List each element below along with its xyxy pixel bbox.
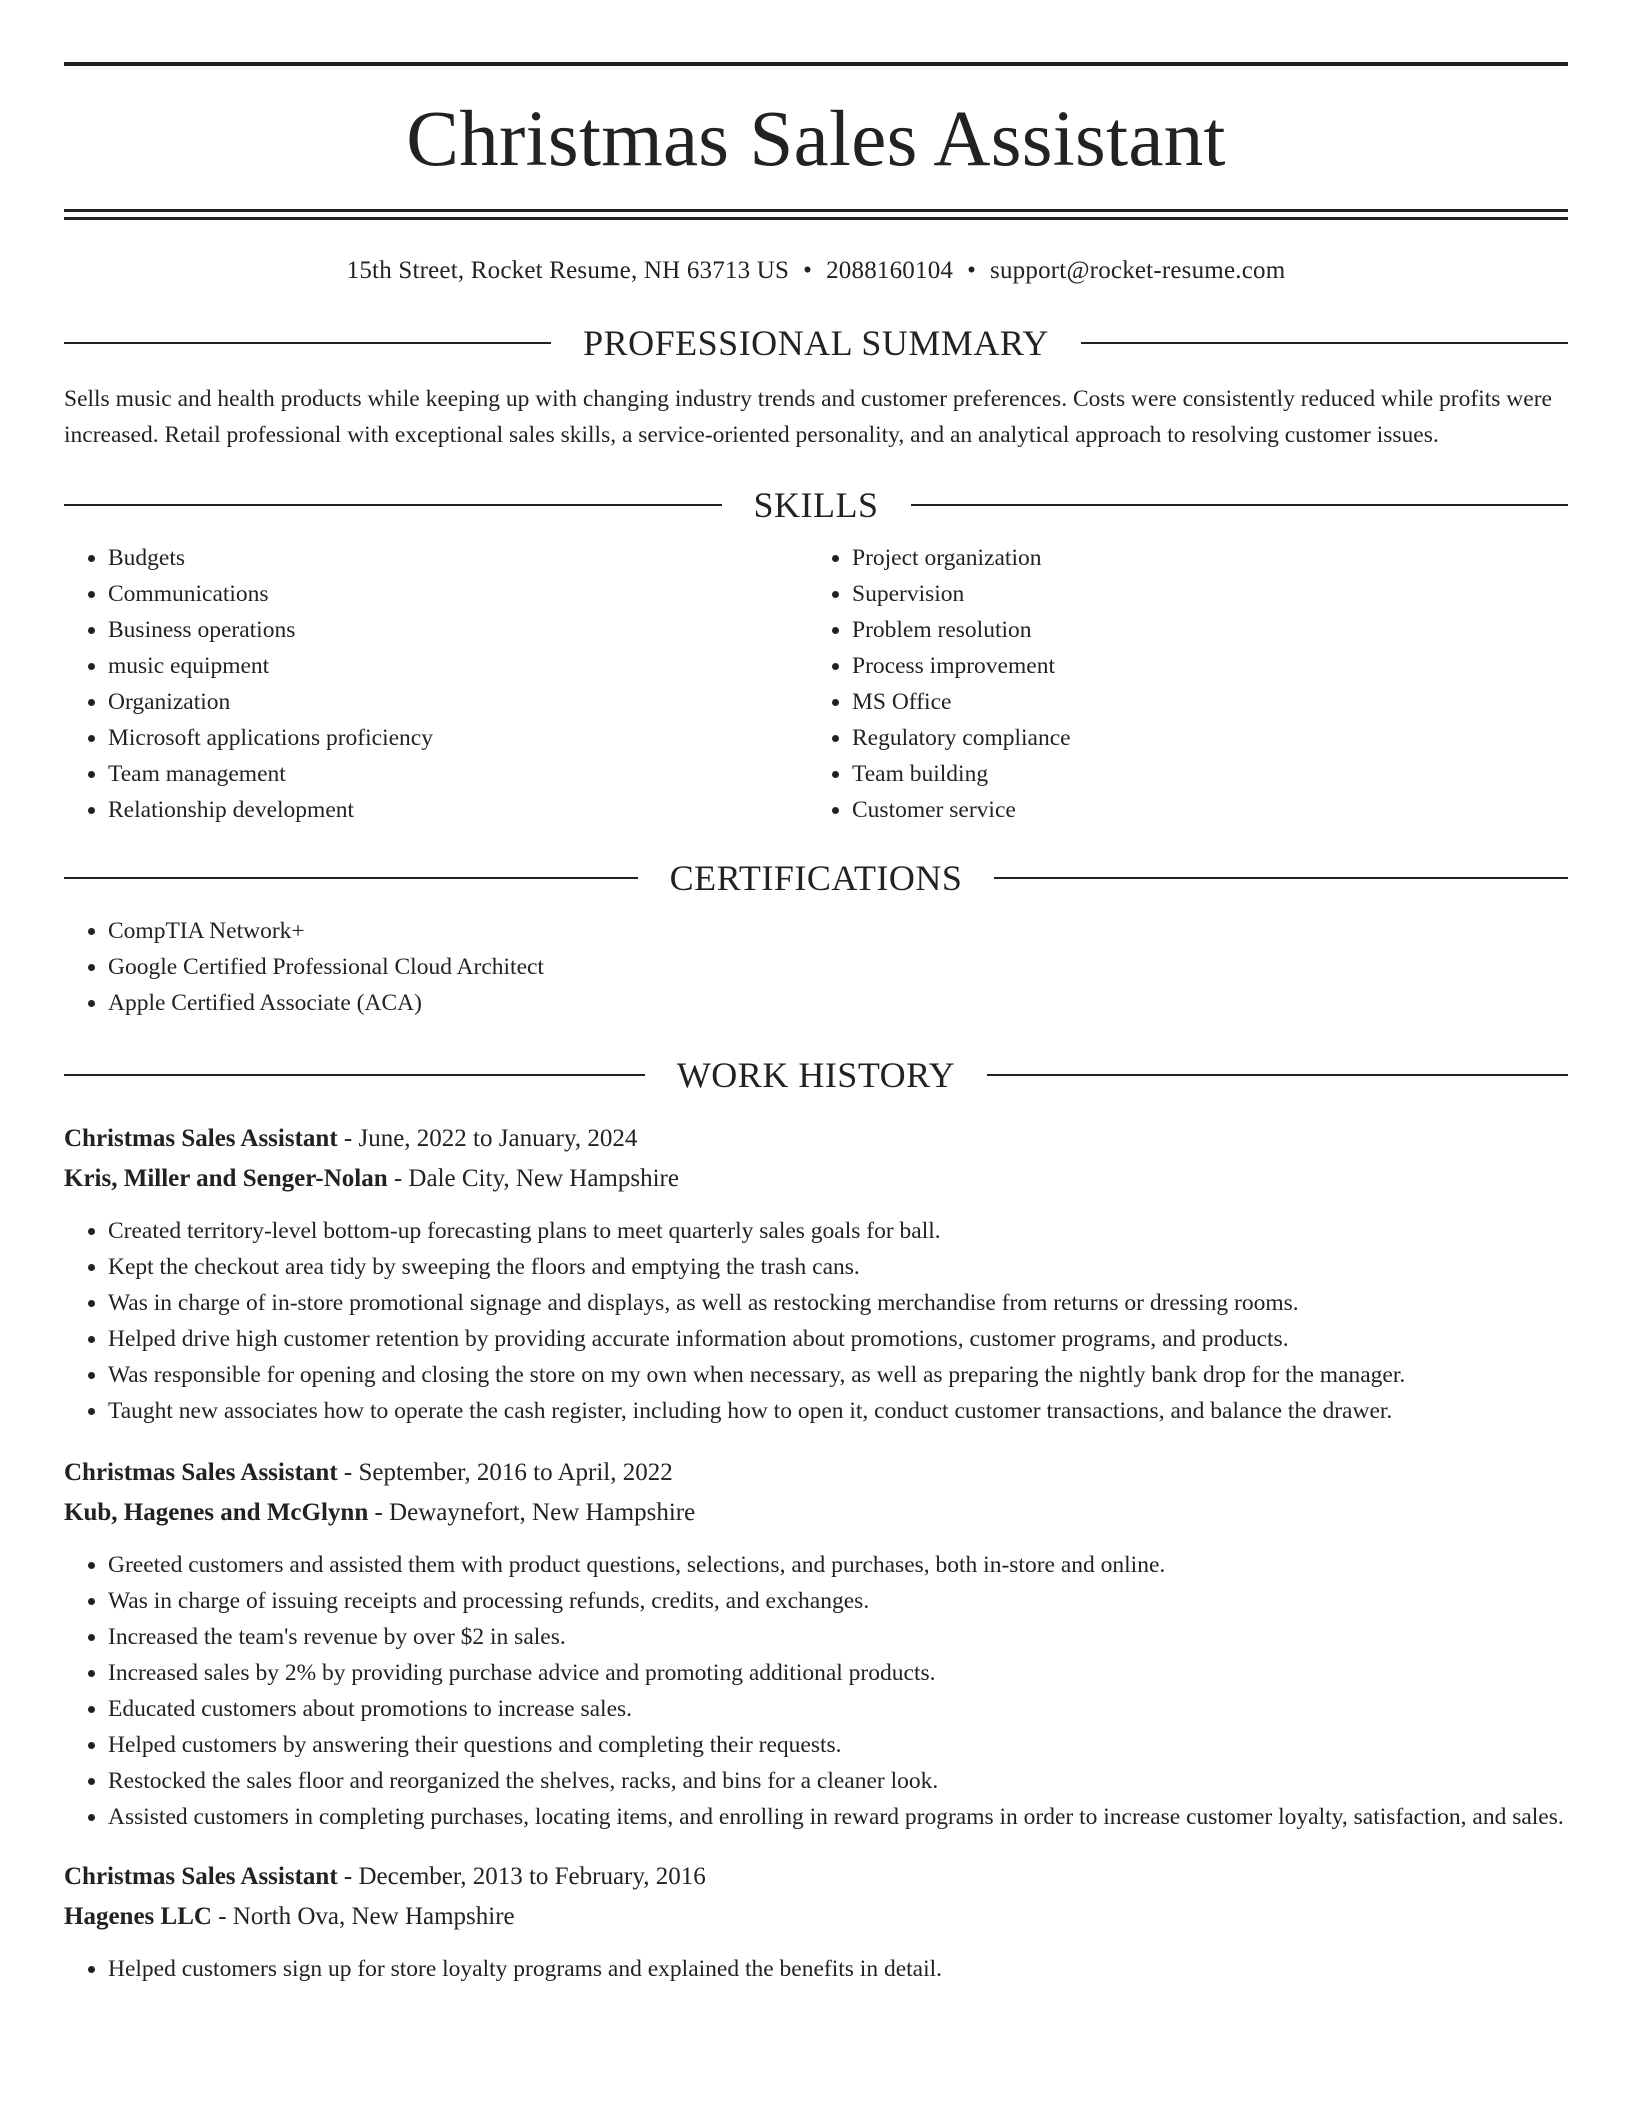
list-item: • Increased the team's revenue by over $2 in sales. <box>108 1619 1568 1655</box>
job-company: Hagenes LLC <box>64 1903 212 1930</box>
list-item: • Customer service <box>852 792 1568 828</box>
list-item: • Business operations <box>108 612 816 648</box>
divider-line <box>994 877 1568 879</box>
job-title: Christmas Sales Assistant <box>64 1125 338 1152</box>
list-item: • Budgets <box>108 540 816 576</box>
job-company-line <box>64 1493 1568 1533</box>
list-item: • Assisted customers in completing purchases, locating items, and enrolling in reward programs in order to increase customer loyalty, satisfaction, and sales. <box>108 1799 1568 1835</box>
list-item: • music equipment <box>108 648 816 684</box>
list-item: • Greeted customers and assisted them with product questions, selections, and purchases, both in-store and online. <box>108 1547 1568 1583</box>
contact-address: 15th Street, Rocket Resume, NH 63713 US <box>346 257 790 284</box>
job-title-line <box>64 1119 1568 1159</box>
section-title: PROFESSIONAL SUMMARY <box>583 323 1049 363</box>
job-dates: - September, 2016 to April, 2022 <box>337 1459 673 1486</box>
job-company: Kub, Hagenes and McGlynn <box>64 1499 369 1526</box>
section-header-certifications <box>64 860 1568 896</box>
contact-separator: • <box>803 257 813 284</box>
list-item: • Relationship development <box>108 792 816 828</box>
summary-text: Sells music and health products while keeping up with changing industry trends and customer preferences. Costs were consistently reduced while profits were increased. Retail professional with exceptional sales skills, a service-oriented personality, and an analytical approach to resolving customer issues. <box>64 386 1552 448</box>
title-double-rule <box>64 209 1568 220</box>
divider-line <box>64 504 722 506</box>
section-title: SKILLS <box>753 485 879 525</box>
skills-list-left <box>64 540 816 828</box>
job-dates: - December, 2013 to February, 2016 <box>337 1863 706 1890</box>
list-item: • Google Certified Professional Cloud Architect <box>108 949 1568 985</box>
divider-line <box>64 877 638 879</box>
divider-line <box>987 1074 1568 1076</box>
list-item: • Process improvement <box>852 648 1568 684</box>
list-item: • Microsoft applications proficiency <box>108 720 816 756</box>
skills-list-right <box>816 540 1568 828</box>
section-title: CERTIFICATIONS <box>669 858 963 898</box>
job-title: Christmas Sales Assistant <box>64 1863 338 1890</box>
work-history-list <box>64 1119 1568 1987</box>
job-company-line <box>64 1897 1568 1937</box>
list-item: • Problem resolution <box>852 612 1568 648</box>
list-item: • Restocked the sales floor and reorganized the shelves, racks, and bins for a cleaner look. <box>108 1763 1568 1799</box>
job-title-line <box>64 1857 1568 1897</box>
divider-line <box>1081 342 1568 344</box>
divider-line <box>64 342 551 344</box>
list-item: • Helped drive high customer retention by providing accurate information about promotions, customer programs, and products. <box>108 1321 1568 1357</box>
list-item: • Regulatory compliance <box>852 720 1568 756</box>
job-bullets <box>64 1547 1568 1835</box>
contact-line <box>64 257 1568 285</box>
job-entry <box>64 1453 1568 1835</box>
divider-line <box>911 504 1569 506</box>
job-location: - Dale City, New Hampshire <box>387 1165 679 1192</box>
skills-column-left <box>64 540 816 828</box>
section-title: WORK HISTORY <box>676 1055 956 1095</box>
job-location: - North Ova, New Hampshire <box>211 1903 515 1930</box>
list-item: • Helped customers by answering their questions and completing their requests. <box>108 1727 1568 1763</box>
contact-separator: • <box>967 257 977 284</box>
list-item: • Increased sales by 2% by providing purchase advice and promoting additional products. <box>108 1655 1568 1691</box>
list-item: • Project organization <box>852 540 1568 576</box>
resume-title: Christmas Sales Assistant <box>406 96 1226 183</box>
job-location: - Dewaynefort, New Hampshire <box>368 1499 696 1526</box>
certifications-list <box>64 913 1568 1021</box>
list-item: • Communications <box>108 576 816 612</box>
skills-column-right <box>816 540 1568 828</box>
contact-phone: 2088160104 <box>826 257 954 284</box>
list-item: • MS Office <box>852 684 1568 720</box>
list-item: • Apple Certified Associate (ACA) <box>108 985 1568 1021</box>
job-bullets <box>64 1951 1568 1987</box>
list-item: • Created territory-level bottom-up forecasting plans to meet quarterly sales goals for ball. <box>108 1213 1568 1249</box>
list-item: • Helped customers sign up for store loyalty programs and explained the benefits in detail. <box>108 1951 1568 1987</box>
list-item: • Team building <box>852 756 1568 792</box>
job-entry <box>64 1119 1568 1429</box>
list-item: • Kept the checkout area tidy by sweeping the floors and emptying the trash cans. <box>108 1249 1568 1285</box>
job-title: Christmas Sales Assistant <box>64 1459 338 1486</box>
list-item: • Was in charge of issuing receipts and processing refunds, credits, and exchanges. <box>108 1583 1568 1619</box>
list-item: • Taught new associates how to operate the cash register, including how to open it, conduct customer transactions, and balance the drawer. <box>108 1393 1568 1429</box>
section-header-summary <box>64 325 1568 361</box>
list-item: • Was responsible for opening and closing the store on my own when necessary, as well as preparing the nightly bank drop for the manager. <box>108 1357 1568 1393</box>
skills-grid <box>64 540 1568 828</box>
job-dates: - June, 2022 to January, 2024 <box>337 1125 638 1152</box>
contact-email: support@rocket-resume.com <box>990 257 1286 284</box>
job-company: Kris, Miller and Senger-Nolan <box>64 1165 388 1192</box>
job-bullets <box>64 1213 1568 1429</box>
job-entry <box>64 1857 1568 1987</box>
job-company-line <box>64 1159 1568 1199</box>
list-item: • Was in charge of in-store promotional signage and displays, as well as restocking merchandise from returns or dressing rooms. <box>108 1285 1568 1321</box>
list-item: • Team management <box>108 756 816 792</box>
top-rule <box>64 62 1568 66</box>
section-header-work-history <box>64 1057 1568 1093</box>
divider-line <box>64 1074 645 1076</box>
list-item: • Supervision <box>852 576 1568 612</box>
section-header-skills <box>64 487 1568 523</box>
list-item: • Educated customers about promotions to increase sales. <box>108 1691 1568 1727</box>
job-title-line <box>64 1453 1568 1493</box>
list-item: • CompTIA Network+ <box>108 913 1568 949</box>
list-item: • Organization <box>108 684 816 720</box>
certifications <box>64 913 1568 1021</box>
